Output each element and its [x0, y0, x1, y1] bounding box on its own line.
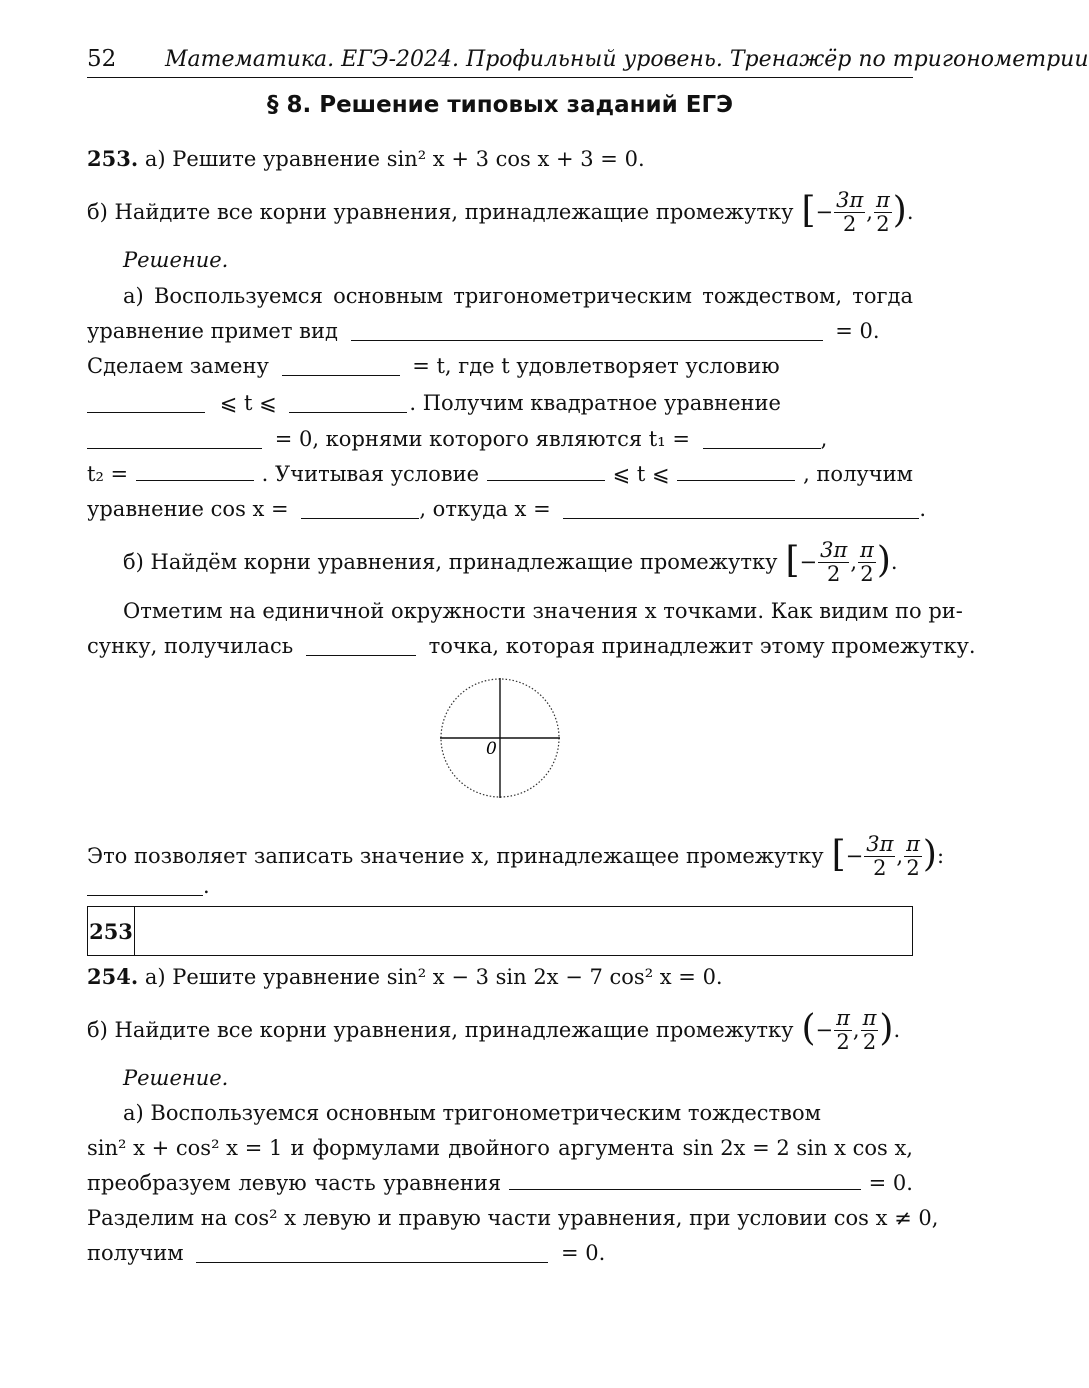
answer-blank[interactable] [563, 500, 919, 519]
answer-blank[interactable] [282, 357, 400, 376]
text: sin 2x = 2 sin x cos x, [682, 1136, 913, 1160]
comma: , [850, 550, 857, 574]
text: преобразуем [87, 1171, 231, 1195]
period: . [890, 550, 898, 574]
minus-sign: − [815, 200, 834, 224]
text: = 0. [868, 1171, 913, 1195]
fraction-pi-2: $\frac{\pi}{2}$ [862, 1005, 877, 1054]
text: аргумента [558, 1136, 675, 1160]
answer-blank[interactable] [351, 322, 823, 341]
text: . Получим квадратное уравнение [409, 391, 781, 415]
interval-close-bracket: ) [876, 539, 891, 581]
text: sin² x + cos² x = 1 [87, 1136, 283, 1160]
interval-open-bracket: ( [801, 1007, 816, 1049]
solution-line-5 [87, 427, 827, 451]
solution-label-253: Решение. [123, 248, 229, 272]
comma: , [866, 200, 873, 224]
fraction-pi-2: $\frac{\pi}{2}$ [906, 831, 920, 880]
answer-blank[interactable] [87, 877, 203, 896]
text: и [290, 1136, 305, 1160]
problem-254-part-b [87, 1002, 900, 1058]
answer-blank[interactable] [136, 462, 254, 481]
text: получим [87, 1241, 184, 1265]
problem-253-part-a [87, 146, 645, 171]
text: = 0. [835, 319, 880, 343]
text: . [919, 497, 927, 521]
interval-close-bracket: ) [892, 189, 907, 231]
text: б) Найдём корни уравнения, принадлежащие промежутку [123, 550, 778, 574]
solution-line-4 [87, 391, 781, 415]
answer-blank[interactable] [87, 394, 205, 413]
answer-blank[interactable] [196, 1244, 548, 1263]
answer-blank[interactable] [289, 394, 407, 413]
answer-blank[interactable] [306, 637, 416, 656]
interval-open-bracket: [ [801, 189, 816, 231]
interval-close-bracket: ) [879, 1007, 894, 1049]
problem-254-part-a [87, 964, 723, 989]
minus-sign: − [845, 844, 864, 868]
text: , получим [803, 462, 913, 486]
solution-part-b-line [123, 534, 898, 590]
solution-line-2 [87, 319, 880, 343]
text: сунку, получилась [87, 634, 294, 658]
answer-blank[interactable] [487, 462, 605, 481]
text: . [203, 874, 210, 898]
solution-line-b2: Отметим на единичной окружности значения x точками. Как видим по ри- [123, 599, 963, 623]
minus-sign: − [799, 550, 818, 574]
solution-254-line-4: Разделим на cos² x левую и правую части уравнения, при условии cos x ≠ 0, [87, 1206, 939, 1230]
problem-253-part-a-text: а) Решите уравнение sin² x + 3 cos x + 3 = 0. [144, 147, 645, 171]
text: уравнение cos x = [87, 497, 289, 521]
answer-blank[interactable] [703, 430, 821, 449]
text: = t, где t удовлетворяет условию [412, 354, 780, 378]
answer-blank[interactable] [677, 462, 795, 481]
header-rule [87, 77, 913, 78]
fraction-pi-2: $\frac{\pi}{2}$ [875, 187, 890, 236]
problem-254-part-a-text: а) Решите уравнение sin² x − 3 sin 2x − 7 cos² x = 0. [144, 965, 723, 989]
comma: , [896, 844, 904, 868]
period: . [893, 1018, 901, 1042]
interval-open-bracket: [ [831, 833, 846, 875]
text: = 0, корнями которого являются t₁ = [274, 427, 690, 451]
origin-label: 0 [486, 739, 497, 759]
solution-line-b3 [87, 634, 976, 658]
text: . Учитывая условие [261, 462, 480, 486]
text: уравнения [383, 1171, 502, 1195]
solution-254-line-3 [87, 1171, 913, 1195]
text: б) Найдите все корни уравнения, принадлежащие промежутку [87, 1018, 794, 1042]
solution-line-b5 [87, 874, 210, 898]
period: . [906, 200, 914, 224]
answer-blank[interactable] [301, 500, 419, 519]
text: , [820, 427, 828, 451]
minus-sign: − [815, 1018, 834, 1042]
text: Сделаем замену [87, 354, 269, 378]
text: часть [314, 1171, 376, 1195]
fraction-3pi-2: $\frac{3\pi}{2}$ [866, 831, 894, 880]
fraction-pi-2: $\frac{\pi}{2}$ [860, 537, 874, 586]
text: ⩽ t ⩽ [219, 391, 277, 415]
text: уравнение примет вид [87, 319, 338, 343]
answer-blank[interactable] [87, 430, 262, 449]
solution-line-b4 [87, 828, 944, 884]
interval-close-bracket: ) [922, 833, 937, 875]
colon: : [936, 844, 945, 868]
interval-open-bracket: [ [785, 539, 800, 581]
solution-line-3 [87, 354, 780, 378]
page-number: 52 [87, 46, 117, 72]
problem-253-number: 253. [87, 146, 139, 171]
solution-254-line-5 [87, 1241, 605, 1265]
solution-line-6 [87, 462, 913, 486]
solution-line-7 [87, 497, 926, 521]
text: Это позволяет записать значение x, принадлежащее промежутку [87, 844, 824, 868]
fraction-3pi-2: $\frac{3\pi}{2}$ [820, 537, 848, 586]
problem-253-part-b [87, 184, 914, 240]
problem-254-number: 254. [87, 964, 139, 989]
text: двойного [448, 1136, 550, 1160]
text: формулами [312, 1136, 441, 1160]
text: = 0. [560, 1241, 606, 1265]
fraction-pi-2: $\frac{\pi}{2}$ [836, 1005, 850, 1054]
problem-253-part-b-text: б) Найдите все корни уравнения, принадлежащие промежутку [87, 200, 794, 224]
text: t₂ = [87, 462, 129, 486]
answer-blank[interactable] [509, 1171, 861, 1190]
solution-254-line-2 [87, 1136, 913, 1160]
running-title: Математика. ЕГЭ-2024. Профильный уровень. Тренажёр по тригонометрии [165, 47, 1089, 72]
comma: , [852, 1018, 860, 1042]
unit-circle-diagram [436, 674, 564, 802]
answer-box-253[interactable] [87, 906, 913, 956]
solution-line-1: а) Воспользуемся основным тригонометрическим тождеством, тогда [123, 284, 913, 308]
text: левую [238, 1171, 307, 1195]
text: точка, которая принадлежит этому промежутку. [428, 634, 976, 658]
solution-label-254: Решение. [123, 1066, 229, 1090]
answer-box-label: 253 [88, 907, 135, 955]
solution-254-line-1: а) Воспользуемся основным тригонометрическим тождеством [123, 1101, 821, 1125]
text: , откуда x = [419, 497, 551, 521]
text: ⩽ t ⩽ [612, 462, 670, 486]
fraction-3pi-2: $\frac{3\pi}{2}$ [836, 187, 864, 236]
section-title: § 8. Решение типовых заданий ЕГЭ [266, 92, 734, 118]
